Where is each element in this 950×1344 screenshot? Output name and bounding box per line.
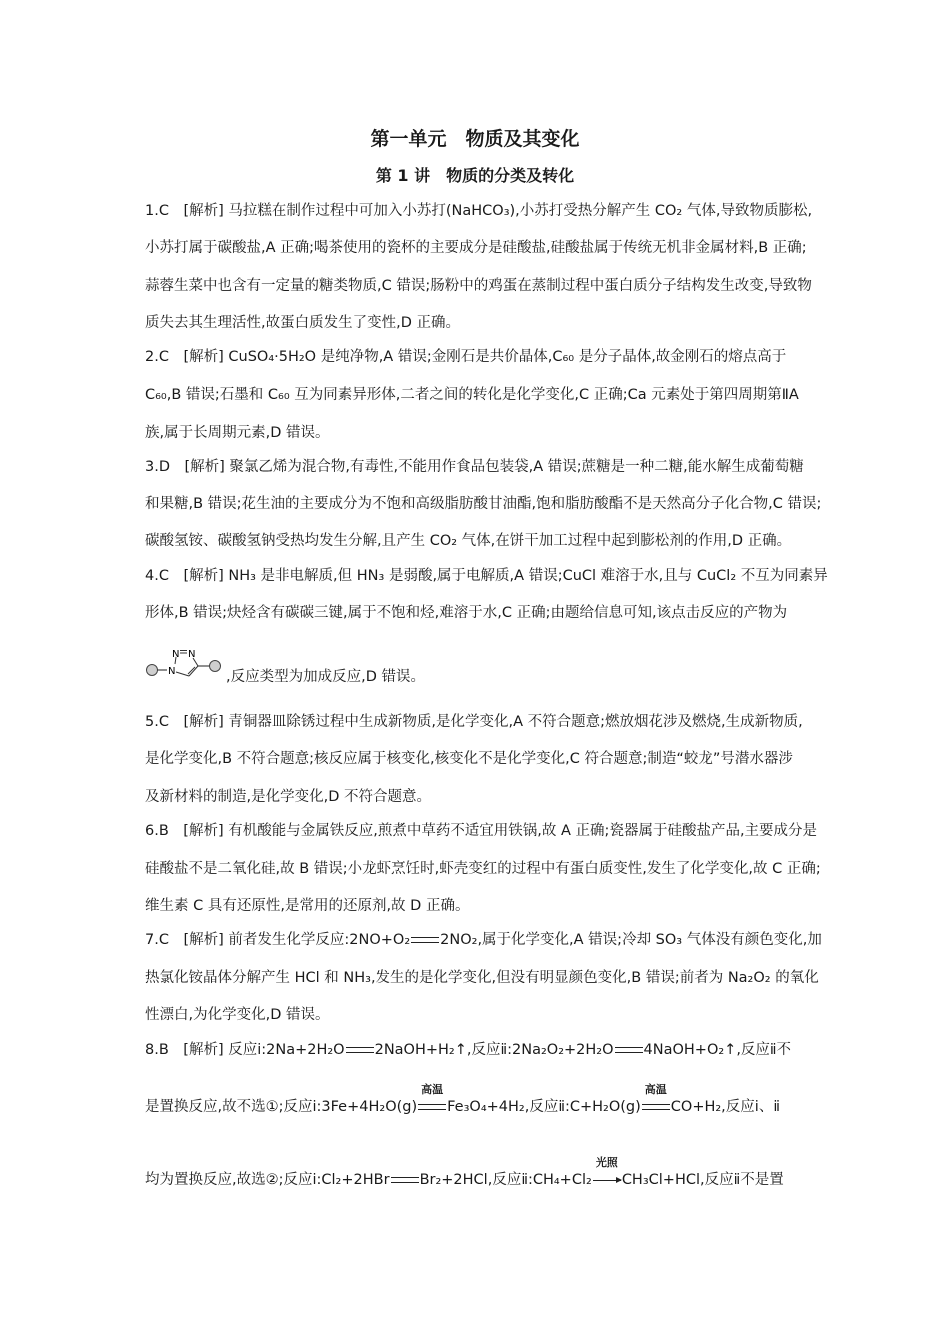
answer-1-line-4: 质失去其生理活性,故蛋白质发生了变性,D 正确。 — [145, 315, 460, 331]
answer-8-text-h: Br₂+2HCl,反应ⅱ:CH₄+Cl₂ — [419, 1172, 592, 1188]
reaction-condition-high-temp: 高温 — [417, 1097, 447, 1117]
answer-2-line-2: C₆₀,B 错误;石墨和 C₆₀ 互为同素异形体,二者之间的转化是化学变化,C 正确;Ca 元素处于第四周期第ⅡA — [145, 387, 799, 403]
answer-1-line-3: 蒜蓉生菜中也含有一定量的糖类物质,C 错误;肠粉中的鸡蛋在蒸制过程中蛋白质分子结构发生改变,导致物 — [145, 278, 812, 294]
answer-8-line-1 — [145, 1040, 815, 1060]
triazole-structure-diagram — [145, 646, 225, 682]
answer-6-line-1: 6.B [解析] 有机酸能与金属铁反应,煎煮中草药不适宜用铁锅,故 A 正确;瓷器属于硅酸盐产品,主要成分是 — [145, 823, 818, 839]
answer-8-text-c: 4NaOH+O₂↑,反应ⅱ不 — [643, 1042, 792, 1058]
answer-3-line-2: 和果糖,B 错误;花生油的主要成分为不饱和高级脂肪酸甘油酯,饱和脂肪酸酯不是天然高分子化合物,C 错误; — [145, 496, 822, 512]
structure-label-n2: N — [172, 649, 180, 660]
answer-7-line-1 — [145, 930, 822, 950]
equals-sign — [615, 1047, 643, 1053]
answer-4-line-2: 形体,B 错误;炔烃含有碳碳三键,属于不饱和烃,难溶于水,C 正确;由题给信息可知,该点击反应的产物为 — [145, 605, 788, 621]
answer-5-line-1: 5.C [解析] 青铜器皿除锈过程中生成新物质,是化学变化,A 不符合题意;燃放烟花涉及燃烧,生成新物质, — [145, 714, 803, 730]
lecture-title: 第 1 讲 物质的分类及转化 — [375, 166, 575, 185]
unit-title: 第一单元 物质及其变化 — [370, 128, 580, 150]
answer-7-line-3: 性漂白,为化学变化,D 错误。 — [145, 1007, 330, 1023]
answer-1-line-2: 小苏打属于碳酸盐,A 正确;喝茶使用的瓷杯的主要成分是硅酸盐,硅酸盐属于传统无机非金属材料,B 正确; — [145, 240, 807, 256]
answer-8-line-2 — [145, 1083, 815, 1117]
equals-sign — [391, 1177, 419, 1183]
equals-sign — [346, 1047, 374, 1053]
answer-6-line-3: 维生素 C 具有还原性,是常用的还原剂,故 D 正确。 — [145, 898, 470, 914]
structure-label-n1: N — [168, 666, 176, 677]
answer-5-line-3: 及新材料的制造,是化学变化,D 不符合题意。 — [145, 789, 431, 805]
answer-6-line-2: 硅酸盐不是二氧化硅,故 B 错误;小龙虾烹饪时,虾壳变红的过程中有蛋白质变性,发生了化学变化,故 C 正确; — [145, 861, 821, 877]
answer-8-text-a: 8.B [解析] 反应ⅰ:2Na+2H₂O — [145, 1042, 345, 1058]
equals-sign — [411, 937, 439, 943]
reaction-condition-light: 光照 — [592, 1170, 622, 1190]
answer-7-text-a: 7.C [解析] 前者发生化学反应:2NO+O₂ — [145, 932, 411, 948]
answer-1-line-1: 1.C [解析] 马拉糕在制作过程中可加入小苏打(NaHCO₃),小苏打受热分解产生 CO₂ 气体,导致物质膨松, — [145, 203, 813, 219]
reaction-condition-high-temp: 高温 — [641, 1097, 671, 1117]
answer-8-text-i: CH₃Cl+HCl,反应ⅱ不是置 — [621, 1172, 784, 1188]
answer-4-line-1: 4.C [解析] NH₃ 是非电解质,但 HN₃ 是弱酸,属于电解质,A 错误;CuCl 难溶于水,且与 CuCl₂ 不互为同素异 — [145, 568, 828, 584]
answer-2-line-1: 2.C [解析] CuSO₄·5H₂O 是纯净物,A 错误;金刚石是共价晶体,C₆₀ 是分子晶体,故金刚石的熔点高于 — [145, 349, 787, 365]
answer-2-line-3: 族,属于长周期元素,D 错误。 — [145, 425, 330, 441]
answer-8-line-3 — [145, 1156, 815, 1190]
answer-3-line-1: 3.D [解析] 聚氯乙烯为混合物,有毒性,不能用作食品包装袋,A 错误;蔗糖是一种二糖,能水解生成葡萄糖 — [145, 459, 804, 475]
answer-8-text-b: 2NaOH+H₂↑,反应ⅱ:2Na₂O₂+2H₂O — [374, 1042, 614, 1058]
answer-8-text-g: 均为置换反应,故选②;反应ⅰ:Cl₂+2HBr — [145, 1172, 390, 1188]
answer-8-text-e: Fe₃O₄+4H₂,反应ⅱ:C+H₂O(g) — [447, 1099, 641, 1115]
answer-7-line-2: 热氯化铵晶体分解产生 HCl 和 NH₃,发生的是化学变化,但没有明显颜色变化,B 错误;前者为 Na₂O₂ 的氧化 — [145, 970, 819, 986]
answer-5-line-2: 是化学变化,B 不符合题意;核反应属于核变化,核变化不是化学变化,C 符合题意;制造“蛟龙”号潜水器涉 — [145, 751, 793, 767]
answer-4-line-3: ,反应类型为加成反应,D 错误。 — [226, 669, 425, 685]
answer-3-line-3: 碳酸氢铵、碳酸氢钠受热均发生分解,且产生 CO₂ 气体,在饼干加工过程中起到膨松剂的作用,D 正确。 — [145, 533, 792, 549]
answer-7-text-b: 2NO₂,属于化学变化,A 错误;冷却 SO₃ 气体没有颜色变化,加 — [440, 932, 822, 948]
answer-8-text-f: CO+H₂,反应ⅰ、ⅱ — [670, 1099, 780, 1115]
structure-label-n3: N — [188, 649, 196, 660]
answer-8-text-d: 是置换反应,故不选①;反应ⅰ:3Fe+4H₂O(g) — [145, 1099, 418, 1115]
